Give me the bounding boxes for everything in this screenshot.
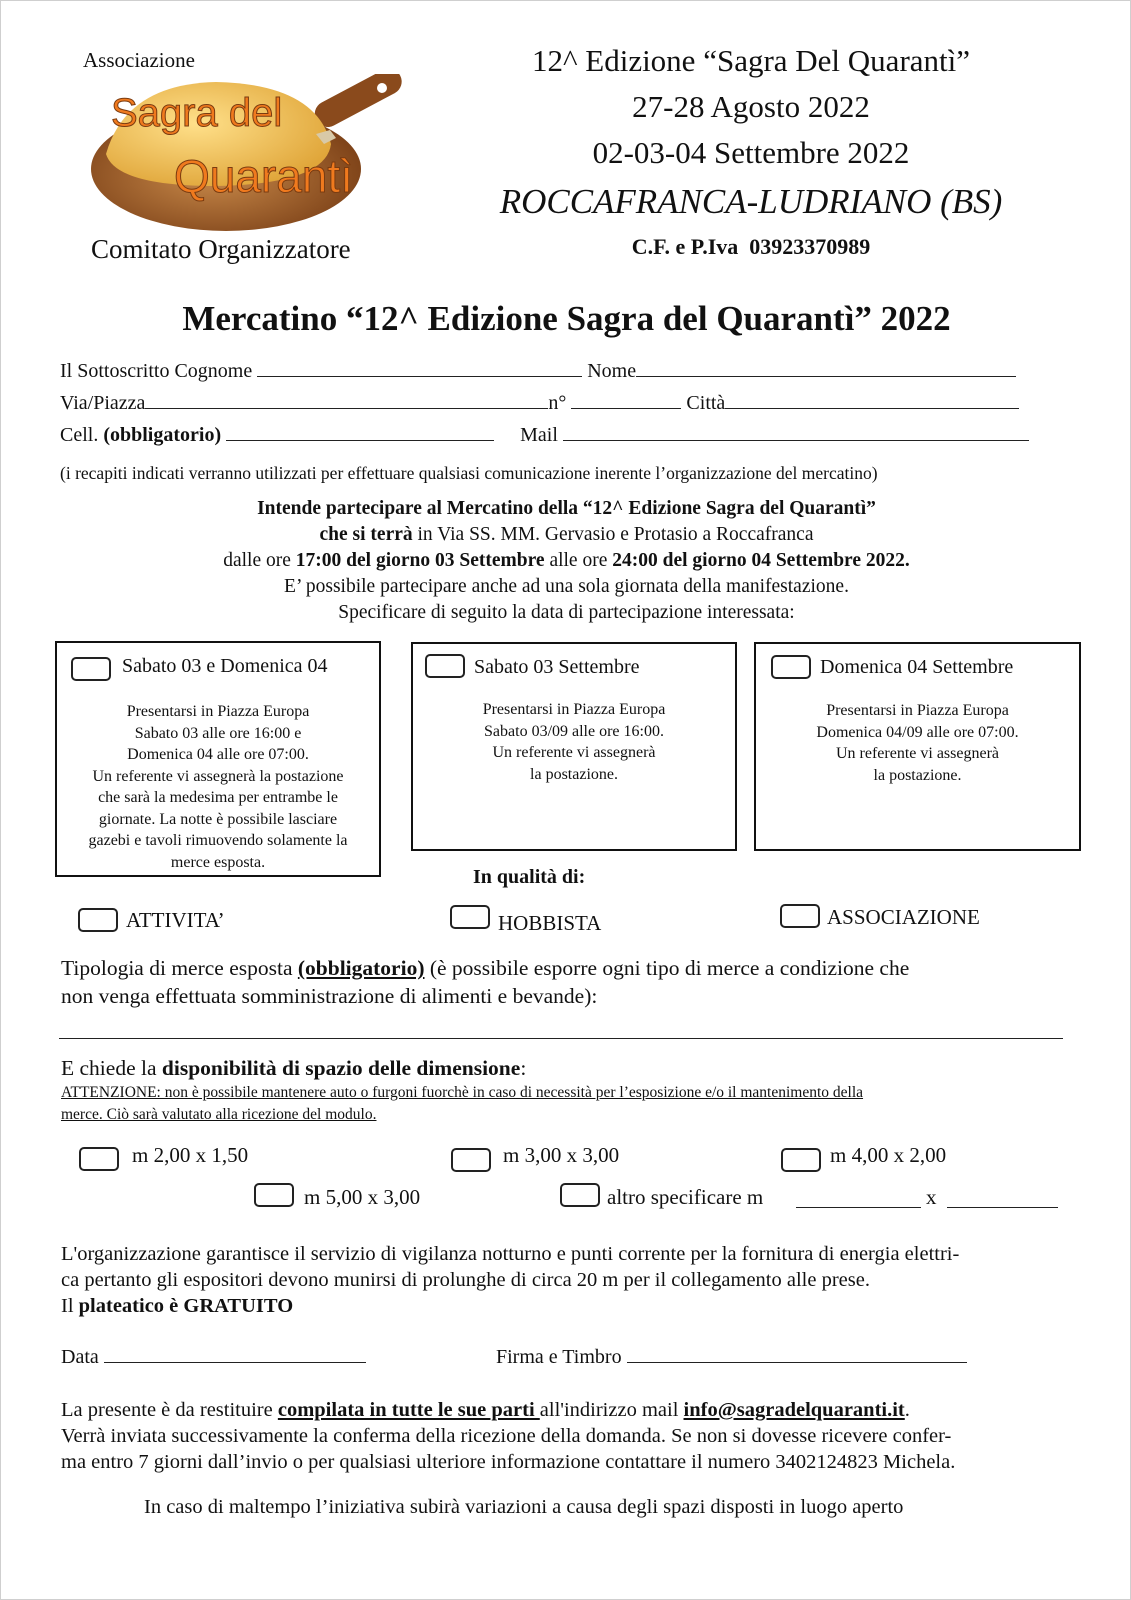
- day-option-weekend-line: Un referente vi assegnerà la postazione: [92, 767, 344, 785]
- spazio-line-b: disponibilità di spazio delle dimensione: [161, 1056, 521, 1080]
- logo-comitato-text: Comitato Organizzatore: [91, 234, 351, 264]
- restituzione-line3: ma entro 7 giorni dall’invio o per qualsiasi ulteriore informazione contattare il numero 3402124823 Michela.: [61, 1451, 956, 1473]
- spazio-warning-line2: merce. Ciò sarà valutato alla ricezione del modulo.: [61, 1106, 377, 1123]
- day-option-saturday-line: Sabato 03/09 alle ore 16:00.: [484, 722, 664, 740]
- intro-line3-a: dalle ore: [223, 550, 296, 571]
- vigilanza-line2: ca pertanto gli espositori devono munirsi di prolunghe di circa 20 m per il collegamento alle prese.: [61, 1269, 870, 1291]
- day-option-sunday-checkbox[interactable]: [771, 655, 811, 679]
- size-2x150-checkbox[interactable]: [79, 1147, 119, 1171]
- logo-brand-line1: Sagra del: [111, 91, 283, 135]
- intro-line3-c: alle ore: [544, 550, 613, 571]
- header-dates-august: 27-28 Agosto 2022: [632, 89, 870, 124]
- contact-row: [60, 424, 1029, 447]
- data-row: [61, 1346, 366, 1369]
- maltempo-note: In caso di maltempo l’iniziativa subirà variazioni a causa degli spazi disposti in luogo aperto: [144, 1496, 904, 1518]
- day-option-saturday-line: la postazione.: [530, 765, 618, 783]
- day-option-saturday-line: Presentarsi in Piazza Europa: [482, 701, 666, 718]
- spazio-line-c: :: [520, 1056, 527, 1080]
- via-label: Via/Piazza: [60, 392, 146, 414]
- cognome-label: Il Sottoscritto Cognome: [60, 360, 253, 382]
- header-location: ROCCAFRANCA-LUDRIANO (BS): [499, 182, 1003, 221]
- vigilanza-line3-a: Il: [61, 1295, 79, 1317]
- plateatico-gratuito: plateatico è GRATUITO: [78, 1295, 294, 1317]
- numero-field[interactable]: [571, 392, 681, 409]
- spazio-warning-line1: ATTENZIONE: non è possibile mantenere auto o furgoni fuorchè in caso di necessità per l’esposizione e/o il mantenimento della: [61, 1084, 864, 1101]
- size-altro-label: altro specificare m: [607, 1185, 764, 1209]
- cognome-row: [60, 360, 1016, 383]
- header-dates-september: 02-03-04 Settembre 2022: [592, 135, 910, 170]
- day-option-sunday: [754, 642, 1081, 851]
- logo-association-text: Associazione: [83, 48, 195, 72]
- cell-required-label: (obbligatorio): [103, 424, 222, 446]
- hobbista-label: HOBBISTA: [498, 911, 602, 935]
- size-4x2-label: m 4,00 x 2,00: [830, 1143, 947, 1167]
- citta-label: Città: [686, 392, 726, 414]
- day-option-sunday-text: [762, 700, 1073, 786]
- header-tax-id: C.F. e P.Iva 03923370989: [631, 234, 871, 259]
- firma-field[interactable]: [627, 1346, 967, 1363]
- day-option-sunday-line: Domenica 04/09 alle ore 07:00.: [816, 723, 1019, 741]
- day-option-sunday-label: Domenica 04 Settembre: [820, 656, 1014, 678]
- intro-line1: Intende partecipare al Mercatino della “12^ Edizione Sagra del Quarantì”: [257, 498, 876, 519]
- day-option-weekend-line: gazebi e tavoli rimuovendo solamente la: [88, 832, 348, 849]
- day-option-weekend-text: [63, 701, 373, 873]
- size-3x3-label: m 3,00 x 3,00: [503, 1143, 620, 1167]
- merce-line2: non venga effettuata somministrazione di alimenti e bevande):: [61, 984, 598, 1008]
- firma-row: [496, 1346, 967, 1369]
- merce-line1-c: (è possibile esporre ogni tipo di merce a condizione che: [424, 956, 910, 980]
- intro-line4: E’ possibile partecipare anche ad una sola giornata della manifestazione.: [284, 576, 849, 597]
- vigilanza-line3: [61, 1293, 293, 1319]
- sagra-logo-image: [86, 74, 416, 234]
- cognome-field[interactable]: [257, 360, 582, 377]
- day-option-weekend-line: merce esposta.: [170, 853, 266, 871]
- restituzione-line2: Verrà inviata successivamente la conferma della ricezione della domanda. Se non si dovesse ricevere confer-: [61, 1425, 952, 1447]
- nome-field[interactable]: [636, 360, 1016, 377]
- size-2x150-label: m 2,00 x 1,50: [132, 1143, 249, 1167]
- form-title: Mercatino “12^ Edizione Sagra del Quarantì” 2022: [182, 299, 951, 338]
- day-option-saturday-label: Sabato 03 Settembre: [474, 656, 640, 678]
- restituzione-line1-e: .: [904, 1399, 910, 1421]
- day-option-weekend-line: Domenica 04 alle ore 07:00.: [127, 746, 309, 763]
- size-altro-height-field[interactable]: [947, 1207, 1058, 1208]
- intro-line2-bold: che si terrà: [319, 524, 413, 545]
- intro-line3: [1, 550, 1131, 572]
- spazio-line: [61, 1054, 526, 1082]
- day-option-weekend-label: Sabato 03 e Domenica 04: [122, 655, 328, 677]
- day-option-sunday-line: Un referente vi assegnerà: [835, 745, 1000, 762]
- header-edition: 12^ Edizione “Sagra Del Quarantì”: [531, 43, 971, 78]
- vigilanza-line1: L'organizzazione garantisce il servizio di vigilanza notturno e punti corrente per la fornitura di energia elettri-: [61, 1243, 960, 1265]
- size-3x3-checkbox[interactable]: [451, 1148, 491, 1172]
- merce-line1: [61, 954, 909, 982]
- day-option-weekend-line: giornate. La notte è possibile lasciare: [98, 810, 338, 828]
- size-4x2-checkbox[interactable]: [781, 1148, 821, 1172]
- intro-line5: Specificare di seguito la data di partecipazione interessata:: [338, 602, 795, 623]
- day-option-saturday-checkbox[interactable]: [425, 654, 465, 678]
- via-field[interactable]: [145, 392, 548, 409]
- size-altro-width-field[interactable]: [796, 1207, 921, 1208]
- day-option-saturday-line: Un referente vi assegnerà: [492, 744, 656, 761]
- day-option-weekend-line: Sabato 03 alle ore 16:00 e: [134, 724, 302, 742]
- data-label: Data: [61, 1346, 99, 1368]
- citta-field[interactable]: [725, 392, 1019, 409]
- attivita-label: ATTIVITA’: [126, 908, 225, 932]
- address-row: [60, 392, 1019, 415]
- email-link[interactable]: info@sagradelquaranti.it: [683, 1399, 905, 1421]
- hobbista-checkbox[interactable]: [450, 905, 490, 929]
- spazio-line-a: E chiede la: [61, 1056, 162, 1080]
- merce-line1-a: Tipologia di merce esposta: [61, 956, 298, 980]
- numero-label: n°: [548, 392, 567, 414]
- mail-field[interactable]: [563, 424, 1029, 441]
- cell-field[interactable]: [226, 424, 494, 441]
- cell-label: Cell.: [60, 424, 99, 446]
- day-option-saturday-text: [419, 699, 729, 785]
- restituzione-compilata: compilata in tutte le sue parti: [277, 1399, 540, 1421]
- firma-label: Firma e Timbro: [496, 1346, 622, 1368]
- privacy-note: (i recapiti indicati verranno utilizzati per effettuare qualsiasi comunicazione inerente l’organizzazione del mercatino): [60, 463, 878, 483]
- day-option-weekend-checkbox[interactable]: [71, 657, 111, 681]
- day-option-weekend-line: che sarà la medesima per entrambe le: [98, 789, 338, 806]
- qualita-heading: In qualità di:: [473, 866, 586, 888]
- intro-line2-rest: in Via SS. MM. Gervasio e Protasio a Roccafranca: [412, 524, 814, 545]
- merce-field[interactable]: [59, 1038, 1063, 1039]
- logo-brand-line2: Quarantì: [174, 150, 353, 202]
- intro-line3-b: 17:00 del giorno 03 Settembre: [295, 550, 545, 571]
- day-option-weekend: [55, 641, 381, 877]
- restituzione-line1-a: La presente è da restituire: [61, 1399, 278, 1421]
- intro-line2: [1, 524, 1131, 546]
- restituzione-line1: [61, 1397, 910, 1423]
- size-altro-x: x: [926, 1185, 937, 1209]
- associazione-label: ASSOCIAZIONE: [827, 905, 980, 929]
- day-option-saturday: [411, 642, 737, 851]
- merce-required-label: (obbligatorio): [297, 956, 425, 980]
- size-altro-checkbox[interactable]: [560, 1183, 600, 1207]
- day-option-sunday-line: la postazione.: [873, 766, 962, 784]
- day-option-sunday-line: Presentarsi in Piazza Europa: [826, 702, 1009, 719]
- associazione-checkbox[interactable]: [780, 904, 820, 928]
- size-5x3-label: m 5,00 x 3,00: [304, 1185, 421, 1209]
- size-5x3-checkbox[interactable]: [254, 1183, 294, 1207]
- restituzione-line1-c: all'indirizzo mail: [539, 1399, 684, 1421]
- attivita-checkbox[interactable]: [78, 908, 118, 932]
- day-option-weekend-line: Presentarsi in Piazza Europa: [126, 703, 310, 720]
- data-field[interactable]: [104, 1346, 366, 1363]
- mail-label: Mail: [520, 424, 558, 446]
- nome-label: Nome: [587, 360, 637, 382]
- intro-line3-d: 24:00 del giorno 04 Settembre 2022.: [612, 550, 910, 571]
